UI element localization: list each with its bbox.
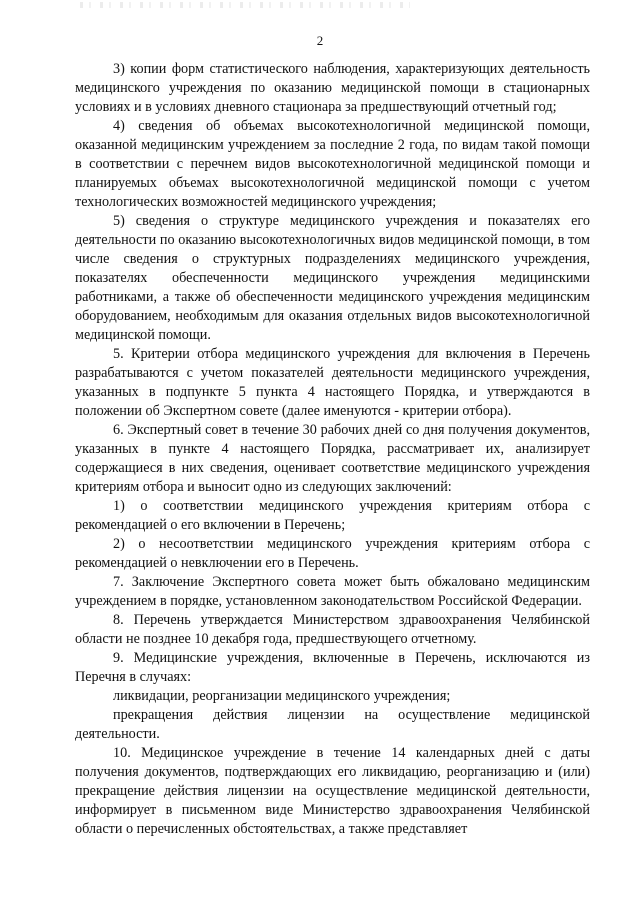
paragraph-item-5: 5) сведения о структуре медицинского учреждения и показателях его деятельности по оказанию высокотехнологичных видов медицинской помощи, в том числе сведения о структурных подразделениях медицинского учреждения, показателях обеспеченности медицинского учреждения медицинскими работниками, а также об обеспеченности медицинского учреждения медицинским оборудованием, необходимым для оказания отдельных видов высокотехнологичной медицинской помощи. — [75, 213, 590, 343]
paragraph-item-4: 4) сведения об объемах высокотехнологичной медицинской помощи, оказанной медицинским учреждением за последние 2 года, по видам такой помощи в соответствии с перечнем видов высокотехнологичной медицинской помощи и планируемых объемах высокотехнологичной медицинской помощи с учетом технологических возможностей медицинского учреждения; — [75, 118, 590, 210]
page-number: 2 — [316, 33, 324, 48]
paragraph-case-liquidation: ликвидации, реорганизации медицинского учреждения; — [113, 688, 451, 704]
paragraph-item-3: 3) копии форм статистического наблюдения, характеризующих деятельность медицинского учреждения по оказанию медицинской помощи в стационарных условиях и в условиях дневного стационара за предшествующий отчетный год; — [75, 61, 590, 115]
paragraph-clause-5: 5. Критерии отбора медицинского учреждения для включения в Перечень разрабатываются с учетом показателей деятельности медицинского учреждения, указанных в подпункте 5 пункта 4 настоящего Порядка, и утверждаются в положении об Экспертном совете (далее именуются - критерии отбора). — [75, 346, 590, 419]
paragraph-clause-7: 7. Заключение Экспертного совета может быть обжаловано медицинским учреждением в порядке, установленном законодательством Российской Федерации. — [75, 574, 590, 609]
paragraph-clause-9: 9. Медицинские учреждения, включенные в Перечень, исключаются из Перечня в случаях: — [75, 650, 590, 685]
paragraph-case-license: прекращения действия лицензии на осуществление медицинской деятельности. — [75, 707, 590, 742]
paragraph-conclusion-2: 2) о несоответствии медицинского учреждения критериям отбора с рекомендацией о невключении его в Перечень. — [75, 536, 590, 571]
document-body — [75, 60, 590, 839]
paragraph-clause-8: 8. Перечень утверждается Министерством здравоохранения Челябинской области не позднее 10 декабря года, предшествующего отчетному. — [75, 612, 590, 647]
paragraph-clause-6: 6. Экспертный совет в течение 30 рабочих дней со дня получения документов, указанных в пункте 4 настоящего Порядка, рассматривает их, анализирует содержащиеся в них сведения, оценивает соответствие медицинского учреждения критериям отбора и выносит одно из следующих заключений: — [75, 422, 590, 495]
scan-artifact — [80, 2, 410, 8]
paragraph-clause-10: 10. Медицинское учреждение в течение 14 календарных дней с даты получения документов, подтверждающих его ликвидацию, реорганизацию и (или) прекращение действия лицензии на осуществление медицинской деятельности, информирует в письменном виде Министерство здравоохранения Челябинской области о перечисленных обстоятельствах, а также представляет — [75, 745, 590, 837]
paragraph-conclusion-1: 1) о соответствии медицинского учреждения критериям отбора с рекомендацией о его включении в Перечень; — [75, 498, 590, 533]
